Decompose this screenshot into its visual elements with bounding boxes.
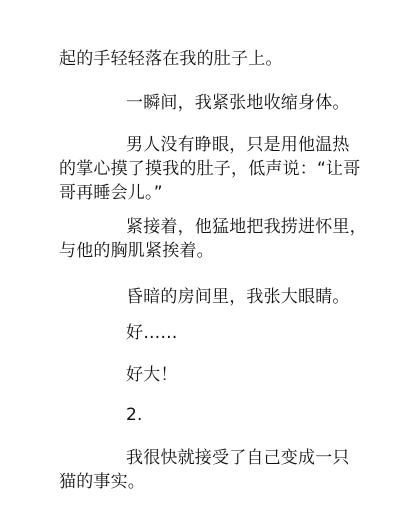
text-line: 我很快就接受了自己变成一只 — [126, 448, 350, 468]
text-line: 起的手轻轻落在我的肚子上。 — [59, 49, 283, 69]
paragraph — [59, 91, 359, 115]
text-line: 好…… — [126, 323, 178, 343]
text-line: 猫的事实。 — [59, 472, 145, 492]
text-line: 一瞬间，我紧张地收缩身体。 — [126, 93, 350, 113]
text-line: 男人没有睁眼，只是用他温热 — [126, 135, 350, 155]
paragraph — [59, 215, 367, 263]
text-line: 哥再睡会儿。” — [59, 183, 163, 203]
text-line: 2. — [126, 405, 143, 425]
text-line: 昏暗的房间里，我张大眼睛。 — [126, 287, 350, 307]
paragraph — [59, 321, 359, 345]
paragraph — [59, 446, 359, 494]
paragraph — [59, 285, 359, 309]
text-line: 好大！ — [126, 365, 178, 385]
paragraph — [59, 47, 359, 71]
text-line: 的掌心摸了摸我的肚子，低声说：“让哥 — [59, 159, 361, 179]
paragraph — [59, 363, 359, 387]
paragraph — [59, 133, 359, 205]
text-line: 与他的胸肌紧挨着。 — [59, 241, 214, 261]
chapter-number — [59, 403, 359, 427]
text-line: 紧接着，他猛地把我捞进怀里， — [126, 217, 367, 237]
